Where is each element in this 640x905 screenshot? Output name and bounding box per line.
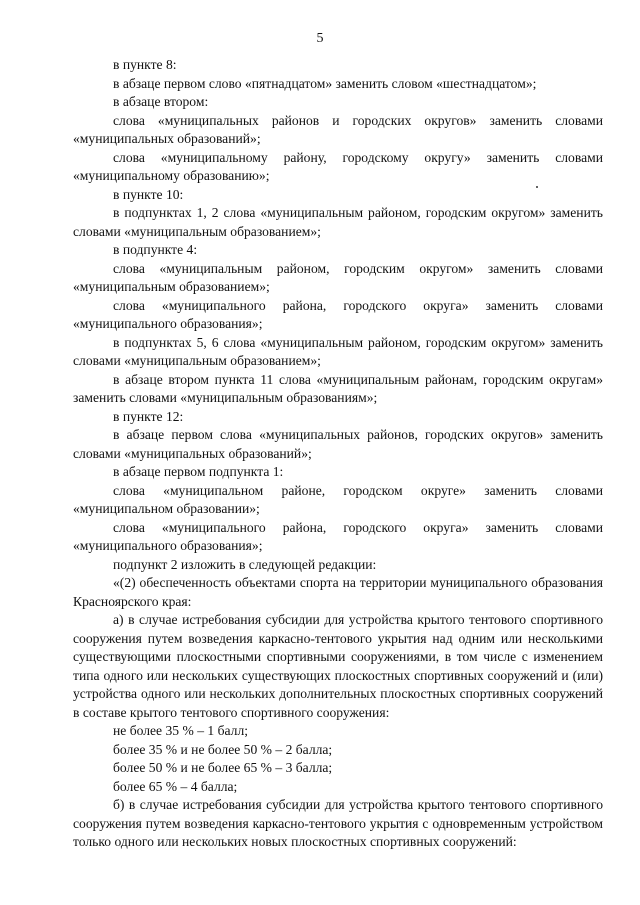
paragraph: более 65 % – 4 балла; xyxy=(113,778,238,794)
document-body xyxy=(73,56,603,852)
paragraph: а) в случае истребования субсидии для устройства крытого тентового спортивного сооружения путем возведения каркасно-тентового укрытия над одним или несколькими существующими плоскостными спортивными сооружениями, в том числе с изменением типа одного или нескольких существующих плоскостных спортивных сооружений и (или) устройства одного или нескольких дополнительных плоскостных спортивных сооружений в составе крытого тентового спортивного сооружения: xyxy=(73,612,603,720)
paragraph: в пункте 8: xyxy=(113,57,177,72)
paragraph: в абзаце первом слова «муниципальных районов, городских округов» заменить словами «муниципальных образований»; xyxy=(73,427,603,461)
page-number: 5 xyxy=(316,31,324,46)
paragraph: в абзаце втором: xyxy=(113,94,209,109)
paragraph: в абзаце втором пункта 11 слова «муниципальным районам, городским округам» заменить словами «муниципальным образованиям»; xyxy=(73,371,603,405)
paragraph: «(2) обеспеченность объектами спорта на территории муниципального образования Красноярского края: xyxy=(73,575,603,609)
paragraph: в абзаце первом подпункта 1: xyxy=(113,464,284,479)
paragraph: б) в случае истребования субсидии для устройства крытого тентового спортивного сооружения путем возведения каркасно-тентового укрытия с одновременным устройством только одного или нескольких новых плоскостных спортивных сооружений: xyxy=(73,797,603,849)
paragraph: в абзаце первом слово «пятнадцатом» заменить словом «шестнадцатом»; xyxy=(113,75,537,91)
paragraph: подпункт 2 изложить в следующей редакции: xyxy=(113,556,377,572)
paragraph: в пункте 10: xyxy=(113,186,184,202)
paragraph: в пункте 12: xyxy=(113,408,184,424)
paragraph: более 50 % и не более 65 % – 3 балла; xyxy=(113,760,333,775)
paragraph: слова «муниципальным районом, городским округом» заменить словами «муниципальным образованием»; xyxy=(73,260,603,294)
paragraph: более 35 % и не более 50 % – 2 балла; xyxy=(113,741,333,757)
paragraph: в подпункте 4: xyxy=(113,242,198,257)
paragraph: в подпунктах 1, 2 слова «муниципальным районом, городским округом» заменить словами «муниципальным образованием»; xyxy=(73,205,603,239)
paragraph: слова «муниципальном районе, городском округе» заменить словами «муниципальном образовании»; xyxy=(73,482,603,516)
paragraph: слова «муниципальному району, городскому округу» заменить словами «муниципальному образованию»; xyxy=(73,149,603,183)
paragraph: слова «муниципальных районов и городских округов» заменить словами «муниципальных образований»; xyxy=(73,112,603,146)
paragraph: слова «муниципального района, городского округа» заменить словами «муниципального образования»; xyxy=(73,297,603,331)
paragraph: не более 35 % – 1 балл; xyxy=(113,723,249,738)
paragraph: в подпунктах 5, 6 слова «муниципальным районом, городским округом» заменить словами «муниципальным образованием»; xyxy=(73,334,603,368)
paragraph: слова «муниципального района, городского округа» заменить словами «муниципального образования»; xyxy=(73,519,603,553)
